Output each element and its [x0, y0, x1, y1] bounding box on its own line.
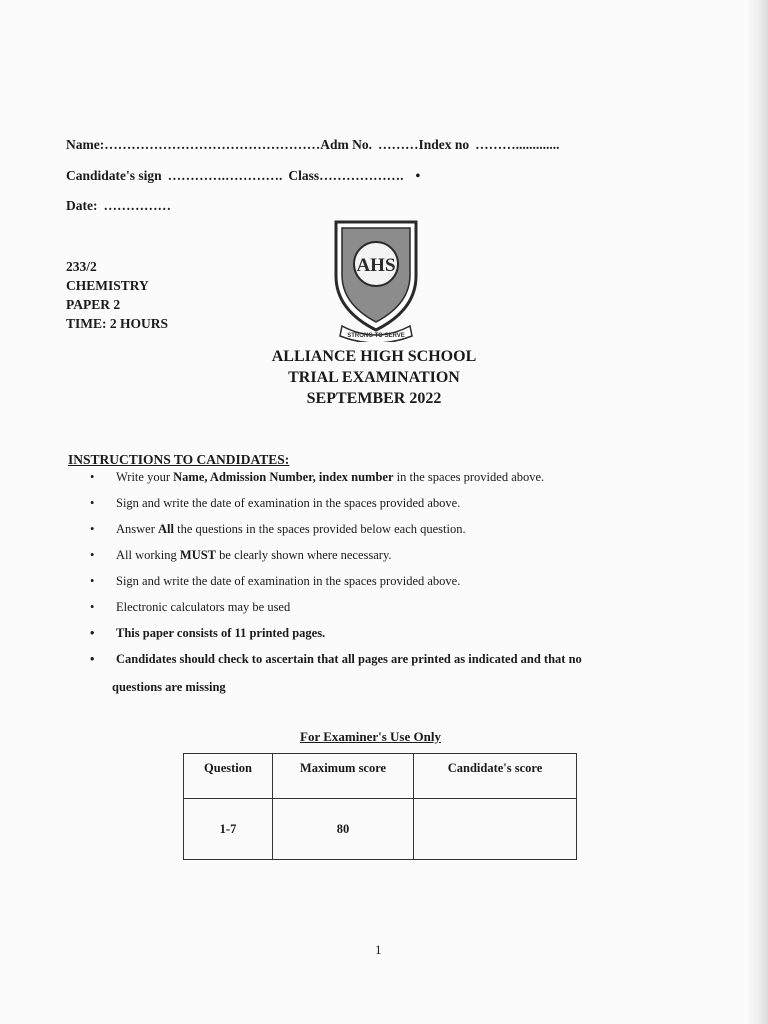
- paper-number: PAPER 2: [66, 297, 121, 312]
- instruction-item: • Sign and write the date of examination in the spaces provided above.: [90, 496, 461, 510]
- candidate-sign-field[interactable]: ………….………….: [167, 168, 283, 183]
- page-edge-shadow: [746, 0, 768, 1024]
- class-label: Class: [288, 168, 320, 183]
- class-trailing-mark: •: [415, 168, 421, 183]
- paper-time: TIME: 2 HOURS: [66, 316, 169, 331]
- examiner-use-heading: For Examiner's Use Only: [300, 729, 441, 744]
- date-field[interactable]: ……………: [103, 198, 171, 213]
- page-number: 1: [375, 942, 382, 957]
- examiner-score-table: [183, 753, 577, 860]
- candidate-sign-label: Candidate's sign: [66, 168, 162, 183]
- instruction-item: • Write your Name, Admission Number, index number in the spaces provided above.: [90, 470, 545, 484]
- exam-date: SEPTEMBER 2022: [306, 390, 442, 407]
- exam-name: TRIAL EXAMINATION: [288, 369, 460, 386]
- school-title-block: [214, 346, 534, 409]
- instruction-item: • Candidates should check to ascertain that all pages are printed as indicated and that no questions are missing: [90, 652, 582, 694]
- column-header-candidate-score: Candidate's score: [414, 754, 577, 799]
- table-row: [184, 799, 577, 860]
- adm-no-label: Adm No.: [320, 137, 372, 152]
- column-header-question: Question: [184, 754, 273, 799]
- candidate-details-line-1: [66, 137, 560, 153]
- instruction-item: • All working MUST be clearly shown where necessary.: [90, 548, 392, 562]
- cell-max-score: 80: [273, 799, 414, 860]
- adm-no-field[interactable]: ………: [378, 137, 419, 152]
- instructions-list: [90, 468, 670, 702]
- instruction-item: • Sign and write the date of examination in the spaces provided above.: [90, 574, 461, 588]
- paper-info: [66, 257, 168, 333]
- index-no-label: Index no: [418, 137, 470, 152]
- paper-code: 233/2: [66, 259, 97, 274]
- cell-candidate-score[interactable]: [414, 799, 577, 860]
- name-label: Name:: [66, 137, 105, 152]
- instruction-item: • This paper consists of 11 printed pages.: [90, 626, 326, 640]
- candidate-details-line-3: [66, 198, 171, 214]
- name-field[interactable]: …………………………………………: [104, 137, 321, 152]
- index-no-field[interactable]: ……….............: [475, 137, 560, 152]
- school-name: ALLIANCE HIGH SCHOOL: [271, 348, 477, 365]
- class-field[interactable]: ……………….: [319, 168, 404, 183]
- instruction-item: • Answer All the questions in the spaces provided below each question.: [90, 522, 466, 536]
- column-header-max-score: Maximum score: [273, 754, 414, 799]
- crest-motto: STRONG TO SERVE: [347, 333, 405, 339]
- instruction-item: • Electronic calculators may be used: [90, 600, 291, 614]
- school-crest-logo: [330, 218, 422, 342]
- instructions-heading: INSTRUCTIONS TO CANDIDATES:: [68, 452, 290, 467]
- cell-question: 1-7: [184, 799, 273, 860]
- crest-monogram: AHS: [356, 255, 396, 276]
- candidate-details-line-2: [66, 168, 420, 184]
- date-label: Date:: [66, 198, 98, 213]
- table-header-row: [184, 754, 577, 799]
- paper-subject: CHEMISTRY: [66, 278, 149, 293]
